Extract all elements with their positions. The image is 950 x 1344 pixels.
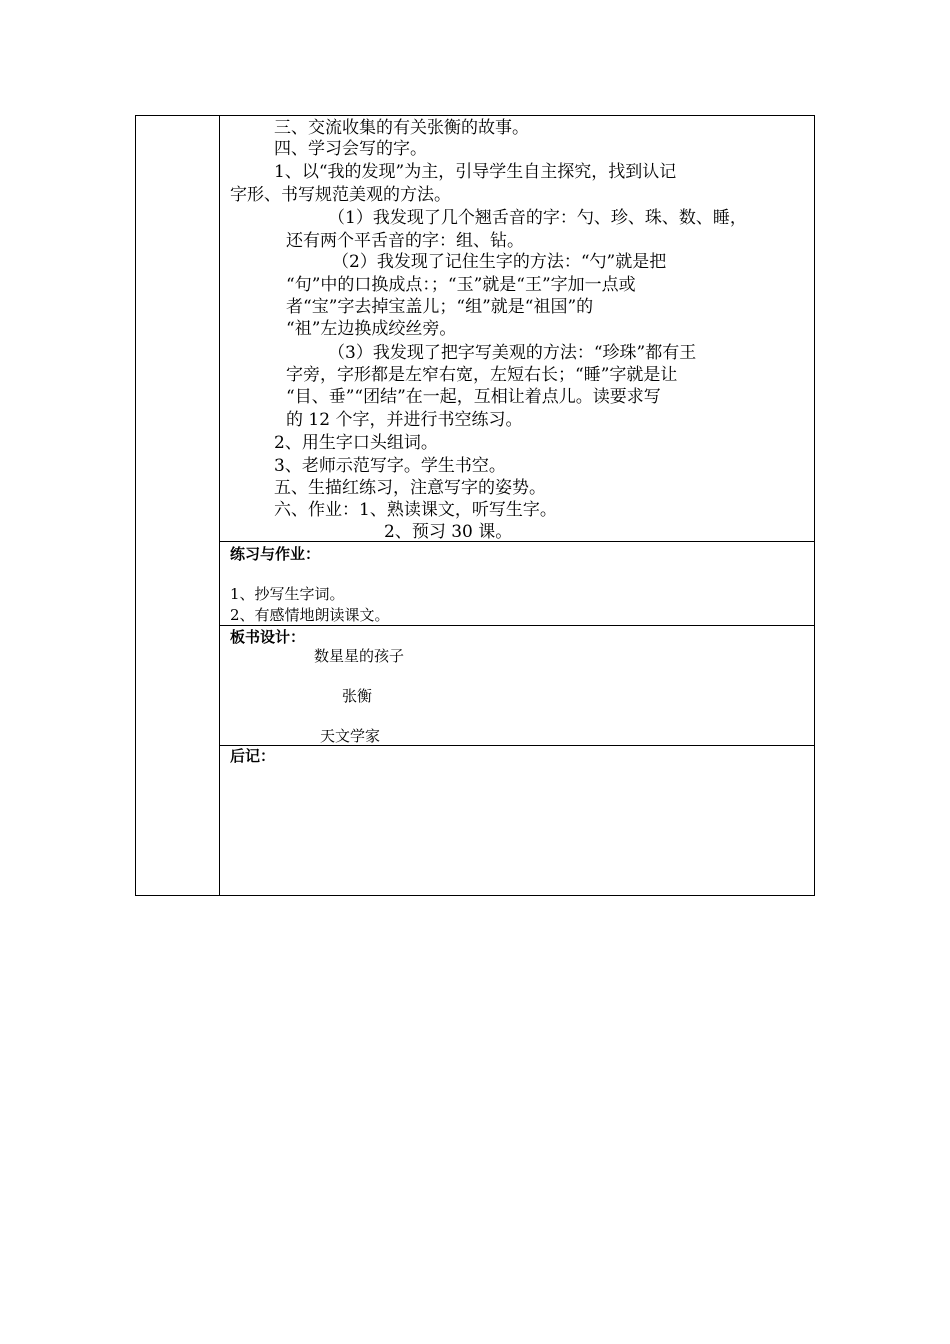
process-line: 1、以“我的发现”为主，引导学生自主探究，找到认记	[274, 162, 677, 182]
homework-item: 1、抄写生字词。	[230, 585, 345, 603]
board-title: 数星星的孩子	[314, 647, 405, 665]
homework-heading: 练习与作业：	[230, 545, 321, 563]
board-heading: 板书设计：	[230, 628, 306, 646]
process-line: 3、老师示范写字。学生书空。	[274, 456, 506, 476]
board-design-cell	[220, 625, 814, 746]
teaching-process-cell	[220, 116, 814, 542]
process-line: 五、生描红练习，注意写字的姿势。	[274, 478, 546, 498]
process-line: 四、学习会写的字。	[274, 139, 427, 159]
process-line: “句”中的口换成点：；“玉”就是“王”字加一点或	[286, 275, 636, 295]
process-line: （3）我发现了把字写美观的方法：“珍珠”都有王	[328, 343, 697, 363]
process-line: 字形、书写规范美观的方法。	[230, 185, 451, 205]
process-line: 三、交流收集的有关张衡的故事。	[274, 118, 529, 138]
process-line: 还有两个平舌音的字：组、钻。	[286, 231, 524, 251]
left-column-cell	[136, 116, 220, 895]
process-line: 的 12 个字，并进行书空练习。	[286, 410, 523, 430]
lesson-plan-table	[135, 115, 815, 896]
process-line: 2、用生字口头组词。	[274, 433, 438, 453]
afterword-heading: 后记：	[230, 747, 276, 765]
process-line: “目、垂”“团结”在一起，互相让着点儿。读要求写	[286, 387, 661, 407]
homework-cell	[220, 541, 814, 626]
process-line: 者“宝”字去掉宝盖儿；“组”就是“祖国”的	[286, 297, 594, 317]
board-name: 张衡	[342, 687, 373, 705]
board-role: 天文学家	[320, 727, 381, 745]
process-line: “祖”左边换成绞丝旁。	[286, 319, 457, 339]
homework-item: 2、有感情地朗读课文。	[230, 606, 390, 624]
process-line: 字旁，字形都是左窄右宽，左短右长；“睡”字就是让	[286, 365, 678, 385]
process-line: （2）我发现了记住生字的方法：“勺”就是把	[332, 252, 667, 272]
process-line: 六、作业：1、熟读课文，听写生字。	[274, 500, 557, 520]
afterword-cell	[220, 745, 814, 895]
right-column	[220, 116, 814, 895]
process-line: （1）我发现了几个翘舌音的字：勺、珍、珠、数、睡，	[328, 208, 747, 228]
process-line: 2、预习 30 课。	[384, 522, 513, 542]
